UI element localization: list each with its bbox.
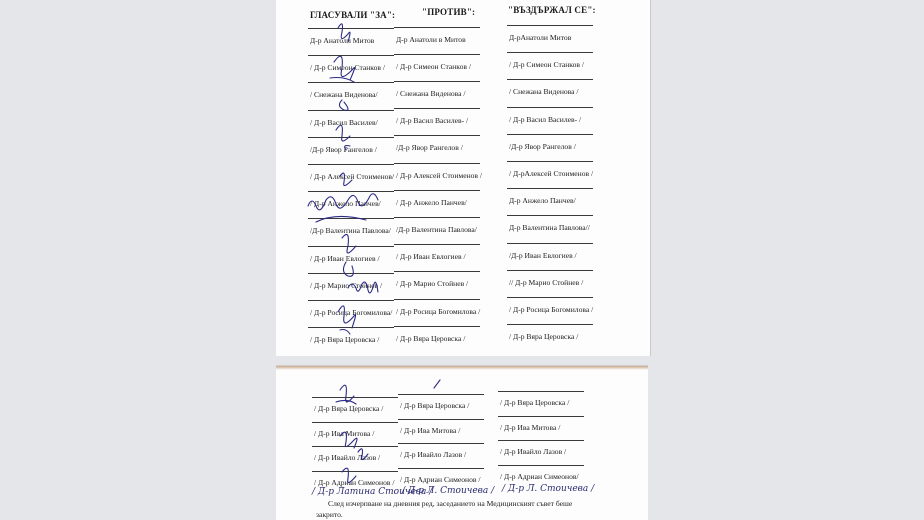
voter-name: / Д-р Вяра Церовска / — [400, 401, 470, 410]
signature-line — [398, 419, 484, 420]
signature-line — [507, 188, 593, 189]
voter-name: / Д-р Симеон Станков / — [509, 60, 584, 70]
voter-name: Д-р Валентина Павлова// — [509, 223, 590, 233]
signature-line — [308, 137, 394, 138]
voter-name: / Д-р Ива Митова / — [400, 425, 461, 435]
signature-line — [308, 273, 394, 274]
signature-line — [507, 79, 593, 80]
signature-line — [498, 416, 584, 417]
voter-name: / Д-р Анжело Панчев/ — [396, 197, 467, 207]
signature-line — [308, 246, 394, 247]
scanned-page-2 — [276, 365, 648, 520]
voter-name: / Д-р Вяра Церовска / — [314, 404, 384, 413]
voter-name: /Д-р Валентина Павлова/ — [310, 226, 391, 236]
signature-mark — [434, 380, 440, 388]
voter-name: / Д-р Иван Евлогиев / — [310, 253, 380, 263]
voter-name: /Д-р Валентина Павлова/ — [396, 224, 477, 234]
signature-line — [394, 163, 480, 164]
voter-name: / Д-р Вяра Церовска / — [500, 398, 570, 407]
signature-line — [398, 468, 484, 469]
voter-name: / Д-р Росица Богомилова / — [396, 306, 481, 316]
signature-line — [507, 161, 593, 162]
voter-name: /Д-р Явор Рангелов / — [310, 144, 377, 154]
signature-line — [308, 110, 394, 111]
signature-line — [398, 394, 484, 395]
signature-line — [394, 326, 480, 327]
signature-line — [394, 108, 480, 109]
voter-name: / Снежана Виденова / — [396, 88, 466, 98]
signature-line — [507, 270, 593, 271]
signature-line — [507, 243, 593, 244]
signature-line — [394, 54, 480, 55]
voter-name: / Д-р Ивайло Лазов / — [314, 453, 381, 462]
handwritten-name: / Д-р Л. Стоичева / — [402, 485, 495, 496]
signature-line — [312, 397, 398, 398]
voter-name: Д-р Анжело Панчев/ — [509, 196, 576, 206]
signature-line — [308, 28, 394, 29]
signature-line — [507, 134, 593, 135]
voter-name: / Д-р Адриан Симеонов/ — [500, 471, 579, 481]
voter-name: / Д-р Адриан Симеонов / — [314, 477, 395, 487]
signature-line — [308, 191, 394, 192]
voter-name: / Д-рАлексей Стоименов / — [509, 169, 594, 178]
header-abstained: "ВЪЗДЪРЖАЛ СЕ": — [508, 5, 596, 15]
voter-name: / Д-р Марио Стойнев / — [396, 279, 469, 289]
voter-name: / Снежана Виденова/ — [310, 90, 378, 100]
handwritten-name: / Д-р Л. Стоичева / — [502, 484, 595, 494]
voter-name: / Д-р Анжело Панчев/ — [310, 199, 381, 209]
signature-line — [308, 82, 394, 83]
signature-line — [394, 271, 480, 272]
voter-name: Д-р Анатоли Митов — [310, 36, 375, 45]
voter-name: / Д-р Вяра Церовска / — [396, 333, 466, 343]
signature-line — [312, 446, 398, 447]
voter-name: / Снежана Виденова / — [509, 87, 579, 97]
voter-name: /Д-р Явор Рангелов / — [509, 141, 576, 151]
signature-line — [394, 135, 480, 136]
voter-name: / Д-р Адриан Симеонов / — [400, 474, 481, 484]
voter-name: / Д-р Ивайло Лазов / — [500, 447, 567, 456]
voter-name: / Д-р Васил Василев- / — [396, 116, 469, 126]
signature-line — [308, 300, 394, 301]
signature-line — [308, 164, 394, 165]
signature-line — [498, 391, 584, 392]
voter-name: / Д-р Симеон Станков / — [396, 61, 471, 71]
header-for: ГЛАСУВАЛИ "ЗА": — [310, 10, 396, 20]
signature-line — [394, 190, 480, 191]
voter-name: /Д-р Явор Рангелов / — [396, 143, 463, 153]
voter-name: / Д-р Алексей Стоименов / — [396, 170, 483, 180]
signature-line — [507, 297, 593, 298]
voter-name: // Д-р Марио Стойнев / — [509, 277, 584, 287]
signature-line — [398, 443, 484, 444]
voter-name: / Д-р Васил Василев- / — [509, 114, 582, 124]
voter-name: / Д-р Росица Богомилова/ — [310, 308, 393, 317]
signature-line — [308, 327, 394, 328]
voter-name: / Д-р Вяра Церовска / — [310, 335, 380, 345]
voter-name: / Д-р Иван Евлогиев / — [396, 252, 466, 262]
voter-name: / Д-р Ива Митова / — [314, 428, 375, 438]
signature-line — [507, 52, 593, 53]
closing-text-line-2: закрито. — [316, 510, 343, 519]
signature-line — [308, 55, 394, 56]
signature-line — [507, 107, 593, 108]
page-edge-stain — [276, 366, 648, 370]
header-against: "ПРОТИВ": — [422, 7, 476, 17]
voter-name: / Д-р Ива Митова / — [500, 422, 561, 432]
voter-name: / Д-р Марио Стойнев / — [310, 280, 383, 290]
signature-line — [394, 244, 480, 245]
signature-line — [498, 440, 584, 441]
voter-name: / Д-р Симеон Станков / — [310, 63, 385, 73]
voter-name: /Д-р Иван Евлогиев / — [509, 250, 577, 260]
voter-name: / Д-р Ивайло Лазов / — [400, 450, 467, 459]
handwritten-name: / Д-р Латина Стоичева / — [312, 487, 433, 497]
signature-mark — [342, 234, 356, 253]
signature-mark — [343, 262, 353, 276]
closing-text-line-1: След изчерпване на дневния ред, заседанието на Медицинският съвет беше — [328, 499, 573, 508]
scanned-page-1 — [276, 0, 651, 356]
signature-line — [507, 324, 593, 325]
voter-name: Д-р Анатоли в Митов — [396, 34, 466, 44]
signature-line — [312, 471, 398, 472]
voter-name: Д-рАнатоли Митов — [509, 33, 572, 42]
signature-line — [394, 217, 480, 218]
voter-name: / Д-р Васил Василев/ — [310, 117, 378, 127]
signature-line — [507, 215, 593, 216]
signature-mark — [336, 385, 356, 404]
signature-line — [498, 465, 584, 466]
signature-line — [394, 81, 480, 82]
signature-line — [394, 299, 480, 300]
voter-name: / Д-р Росица Богомилова / — [509, 305, 594, 314]
signature-line — [394, 27, 480, 28]
voter-name: / Д-р Вяра Церовска / — [509, 332, 579, 342]
voter-name: / Д-р Алексей Стоименов/ — [310, 172, 395, 181]
signature-line — [312, 422, 398, 423]
signature-mark — [336, 125, 350, 141]
signature-line — [507, 25, 593, 26]
signature-line — [308, 218, 394, 219]
